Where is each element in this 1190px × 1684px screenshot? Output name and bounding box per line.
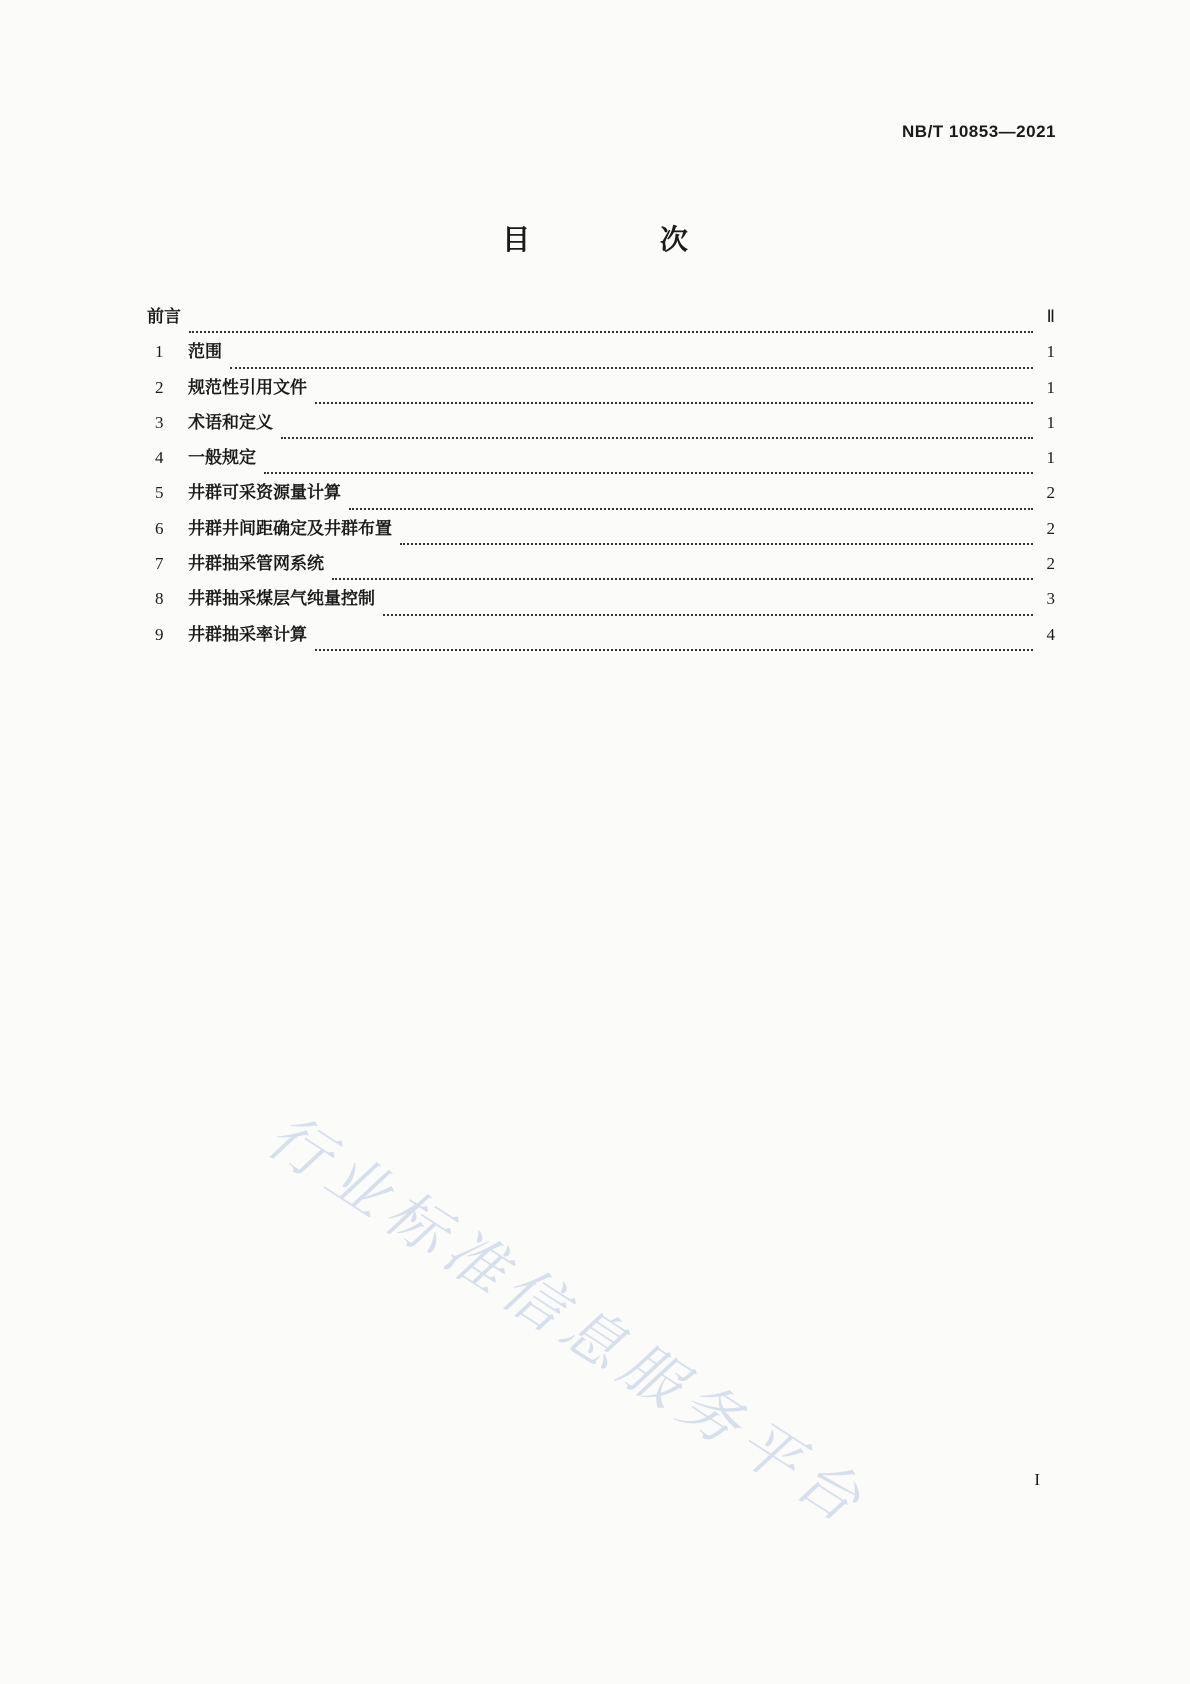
table-of-contents [147, 302, 1055, 655]
toc-entry-page: 1 [1046, 412, 1055, 432]
toc-entry-page: Ⅱ [1046, 307, 1055, 326]
toc-entry[interactable] [155, 443, 1055, 478]
toc-entry-label: 一般规定 [188, 448, 256, 469]
toc-leader-dots [400, 543, 1033, 545]
toc-entry-page: 2 [1046, 483, 1055, 503]
toc-entry-number: 2 [155, 377, 164, 397]
toc-entry[interactable] [155, 478, 1055, 513]
toc-entry-label: 井群抽采煤层气纯量控制 [188, 589, 375, 610]
toc-entry-label: 术语和定义 [188, 412, 273, 433]
toc-entry[interactable] [155, 337, 1055, 372]
toc-title: 目 次 [502, 223, 748, 256]
toc-entry-page: 1 [1046, 342, 1055, 362]
toc-entry-label: 井群抽采管网系统 [188, 554, 324, 575]
toc-entry-number: 9 [155, 624, 164, 644]
standard-code: NB/T 10853—2021 [902, 122, 1056, 141]
toc-leader-dots [349, 508, 1033, 510]
toc-entry-label: 规范性引用文件 [188, 377, 307, 398]
toc-entry-number: 1 [155, 342, 164, 362]
toc-entry-label: 井群井间距确定及井群布置 [188, 518, 392, 539]
toc-entry[interactable] [155, 549, 1055, 584]
toc-leader-dots [264, 472, 1033, 474]
toc-entry-page: 3 [1046, 589, 1055, 609]
toc-entry-page: 4 [1046, 624, 1055, 644]
toc-entry-label: 前言 [147, 307, 181, 327]
watermark-text: 行业标准信息服务平台 [254, 1100, 880, 1541]
toc-entry-page: 1 [1046, 448, 1055, 468]
toc-entry-page: 2 [1046, 518, 1055, 538]
toc-entry[interactable] [155, 584, 1055, 619]
toc-entry[interactable] [155, 408, 1055, 443]
toc-entry-number: 3 [155, 412, 164, 432]
toc-entry-page: 1 [1046, 377, 1055, 397]
toc-entry-number: 8 [155, 589, 164, 609]
toc-entry[interactable] [155, 373, 1055, 408]
toc-leader-dots [230, 367, 1033, 369]
toc-entry-page: 2 [1046, 554, 1055, 574]
toc-leader-dots [315, 649, 1033, 651]
toc-entry[interactable] [155, 620, 1055, 655]
toc-leader-dots [189, 331, 1033, 333]
toc-leader-dots [315, 402, 1033, 404]
toc-entry-label: 井群可采资源量计算 [188, 483, 341, 504]
toc-entry-number: 7 [155, 554, 164, 574]
toc-entry-label: 范围 [188, 342, 222, 363]
toc-entry-number: 5 [155, 483, 164, 503]
toc-entry[interactable] [147, 302, 1055, 337]
toc-entry[interactable] [155, 514, 1055, 549]
toc-entry-number: 6 [155, 518, 164, 538]
toc-leader-dots [332, 578, 1033, 580]
page-number: I [1034, 1470, 1040, 1489]
toc-entry-number: 4 [155, 448, 164, 468]
toc-leader-dots [383, 614, 1033, 616]
toc-entry-label: 井群抽采率计算 [188, 624, 307, 645]
toc-leader-dots [281, 437, 1033, 439]
